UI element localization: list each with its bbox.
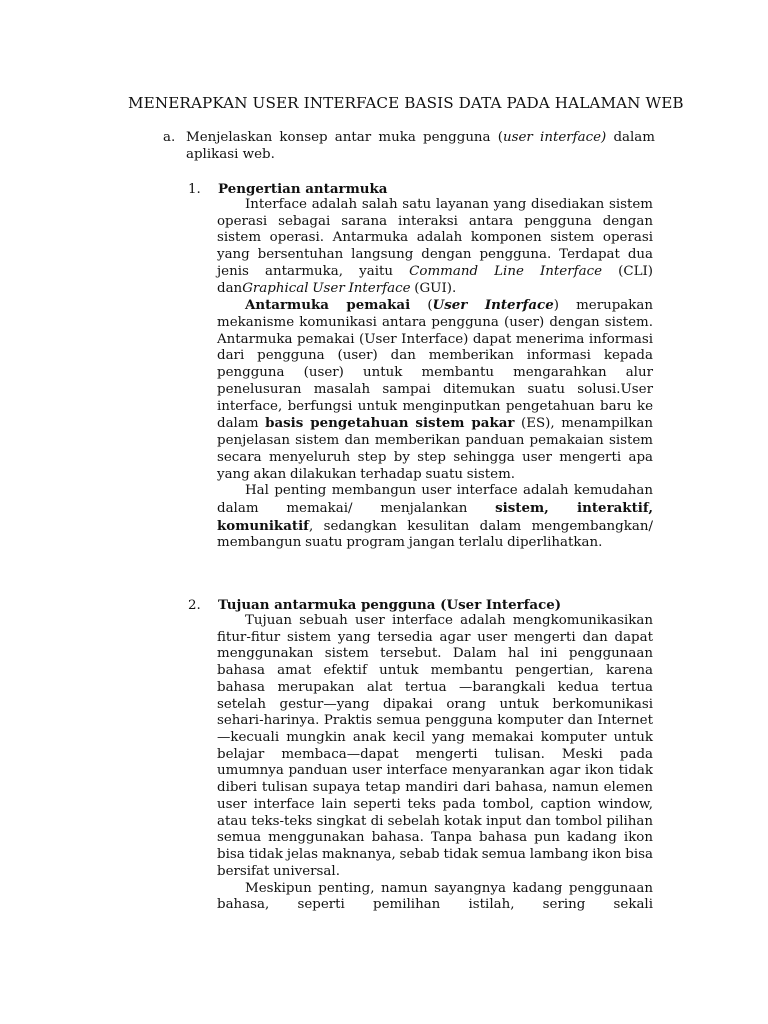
bold-italic-run: User Interface: [432, 297, 554, 314]
bold-run: basis pengetahuan sistem pakar: [265, 415, 515, 432]
section-2-title: Tujuan antarmuka pengguna (User Interface): [218, 597, 562, 613]
section-1-paragraph-2: [217, 297, 653, 483]
intro-text-tail: dalam aplikasi web.: [186, 130, 655, 162]
bold-run: Antarmuka pemakai: [245, 297, 411, 314]
section-2-number: 2.: [188, 598, 201, 613]
intro-text: [186, 129, 655, 163]
section-2-paragraph-2: Meskipun penting, namun sayangnya kadang penggunaan bahasa, seperti pemilihan istilah, sering sekali: [217, 880, 653, 913]
page-title: MENERAPKAN USER INTERFACE BASIS DATA PADA HALAMAN WEB: [128, 94, 684, 112]
section-1-paragraph-3: [217, 483, 653, 552]
section-2-heading: [188, 597, 561, 614]
text-run: (CLI) dan: [217, 263, 654, 296]
section-2-body: [217, 613, 653, 914]
section-1-title: Pengertian antarmuka: [218, 181, 388, 197]
intro-text-plain: Menjelaskan konsep antar muka pengguna (: [186, 130, 503, 145]
text-run: , sedangkan kesulitan dalam mengembangkan/ membangun suatu program jangan terlalu diperlihatkan.: [217, 518, 653, 551]
text-run: ) merupakan mekanisme komunikasi antara pengguna (user) dengan sistem. Antarmuka pemakai (User Interface) dapat menerima informasi dari pengguna (user) dan memberikan informasi kepada pengguna (user) untuk membantu mengarahkan alur penelusuran masalah sampai ditemukan suatu solusi.User interface, berfungsi untuk menginputkan pengetahuan baru ke dalam: [217, 298, 653, 432]
italic-run: Command Line Interface: [409, 263, 602, 279]
text-run: Hal penting membangun user interface adalah kemudahan dalam memakai/ menjalankan: [217, 483, 653, 516]
text-run: (: [410, 298, 433, 314]
text-run: Interface adalah salah satu layanan yang disediakan sistem operasi sebagai sarana interaksi antara pengguna dengan sistem operasi. Antarmuka adalah komponen sistem operasi yang bersentuhan langsung dengan pengguna. Terdapat dua jenis antarmuka, yaitu: [217, 197, 653, 279]
section-2-paragraph-1: Tujuan sebuah user interface adalah mengkomunikasikan fitur-fitur sistem yang tersedia agar user mengerti dan dapat menggunakan sistem tersebut. Dalam hal ini penggunaan bahasa amat efektif untuk membantu pengertian, karena bahasa merupakan alat tertua —barangkali kedua tertua setelah gestur—yang dipakai orang untuk berkomunikasi sehari-harinya. Praktis semua pengguna komputer dan Internet—kecuali mungkin anak kecil yang memakai komputer untuk belajar membaca—dapat mengerti tulisan. Meski pada umumnya panduan user interface menyarankan agar ikon tidak diberi tulisan supaya tetap mandiri dari bahasa, namun elemen user interface lain seperti teks pada tombol, caption window, atau teks-teks singkat di sebelah kotak input dan tombol pilihan semua menggunakan bahasa. Tanpa bahasa pun kadang ikon bisa tidak jelas maknanya, sebab tidak semua lambang ikon bisa bersifat universal.: [217, 613, 653, 879]
intro-text-italic: user interface): [503, 130, 607, 145]
section-1-paragraph-1: [217, 197, 653, 297]
text-run: (GUI).: [410, 280, 457, 296]
intro-letter: a.: [163, 130, 176, 145]
italic-run: Graphical User Interface: [242, 280, 411, 296]
bold-run: sistem, interaktif, komunikatif: [217, 499, 653, 534]
section-1-body: [217, 197, 653, 552]
text-run: (ES), menampilkan penjelasan sistem dan memberikan panduan pemakaian sistem secara menyeluruh step by step sehingga user mengerti apa yang akan dilakukan terhadap suatu sistem.: [217, 416, 653, 482]
intro-item: [163, 129, 655, 163]
section-1-heading: [188, 181, 387, 198]
section-1-number: 1.: [188, 182, 201, 197]
